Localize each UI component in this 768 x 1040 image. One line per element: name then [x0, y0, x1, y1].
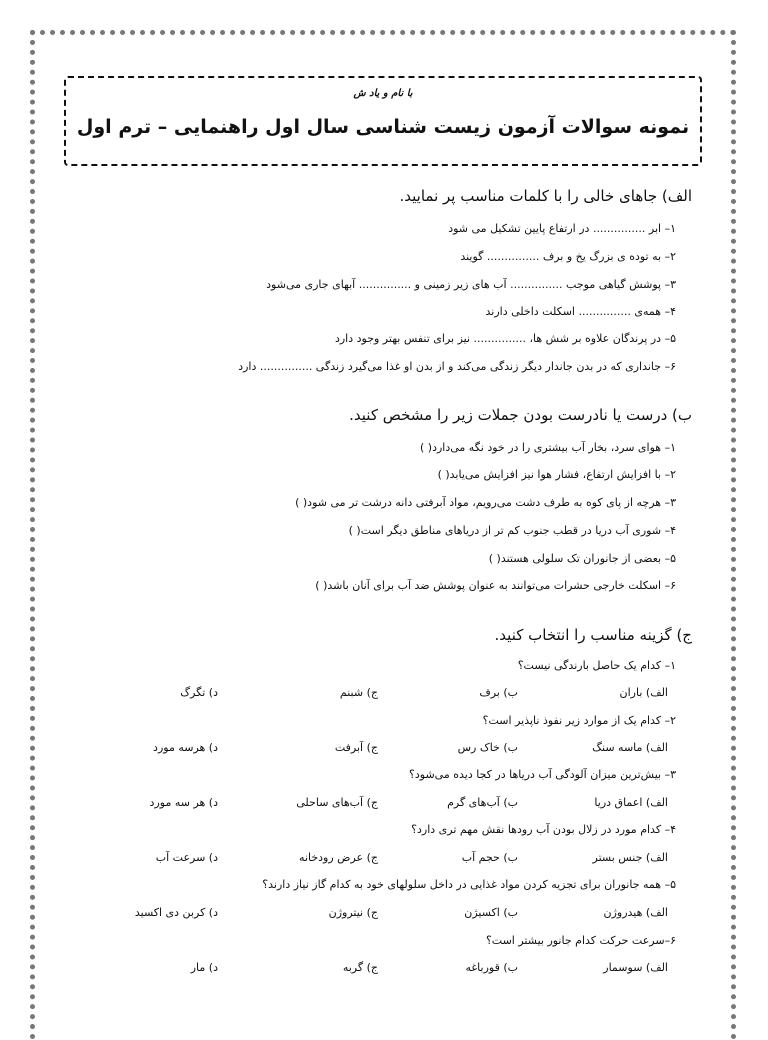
question-options	[88, 851, 668, 871]
option[interactable]: الف) جنس بستر	[592, 851, 668, 864]
option[interactable]: ج) عرض رودخانه	[299, 851, 378, 864]
section-b-item: ۱– هوای سرد، بخار آب بیشتری را در خود نگه می‌دارد( )	[420, 441, 676, 454]
question-options	[88, 796, 668, 816]
option[interactable]: الف) سوسمار	[603, 961, 668, 974]
section-a-item: ۵– در پرندگان علاوه بر شش ها، ............... نیز برای تنفس بهتر وجود دارد	[334, 332, 676, 345]
section-a-item: ۳– پوشش گیاهی موجب ............... آب های زیر زمینی و ............... آبهای جاری می‌شود	[266, 278, 676, 291]
option[interactable]: د) هر سه مورد	[149, 796, 218, 809]
question-options	[88, 686, 668, 706]
section-b-item: ۲– با افزایش ارتفاع، فشار هوا نیز افزایش می‌یابد( )	[437, 468, 676, 481]
question: ۳– بیش‌ترین میزان آلودگی آب دریاها در کجا دیده می‌شود؟	[409, 768, 676, 781]
basmala: با نام و یاد ش	[353, 88, 413, 99]
option[interactable]: ب) حجم آب	[461, 851, 518, 864]
option[interactable]: الف) هیدروژن	[603, 906, 668, 919]
section-b-item: ۶– اسکلت خارجی حشرات می‌توانند به عنوان پوشش ضد آب برای آنان باشد( )	[315, 579, 676, 592]
question: ۱– کدام یک حاصل بارندگی نیست؟	[517, 659, 676, 672]
option[interactable]: ب) برف	[479, 686, 518, 699]
question-options	[88, 741, 668, 761]
section-a-heading: الف) جاهای خالی را با کلمات مناسب پر نمایید.	[399, 187, 692, 205]
option[interactable]: د) کربن دی اکسید	[134, 906, 218, 919]
option[interactable]: الف) ماسه سنگ	[592, 741, 668, 754]
page-title: نمونه سوالات آزمون زیست شناسی سال اول راهنمایی – ترم اول	[76, 116, 690, 138]
option[interactable]: د) تگرگ	[180, 686, 218, 699]
section-a-item: ۱– ابر ............... در ارتفاع پایین تشکیل می‌ شود	[448, 222, 676, 235]
option[interactable]: د) هرسه مورد	[153, 741, 218, 754]
section-c-heading: ج) گزینه مناسب را انتخاب کنید.	[494, 626, 692, 644]
question: ۵– همه جانوران برای تجزیه کردن مواد غذایی در داخل سلولهای خود به کدام گاز نیاز دارند؟	[262, 878, 676, 891]
question: ۶–سرعت حرکت کدام جانور بیشتر است؟	[485, 934, 676, 947]
option[interactable]: الف) باران	[619, 686, 668, 699]
section-b-item: ۳– هرچه از پای کوه به طرف دشت می‌رویم، مواد آبرفتی دانه درشت تر می شود( )	[295, 496, 676, 509]
question-options	[88, 961, 668, 981]
section-a-item: ۴– همه‌ی ............... اسکلت داخلی دارند	[485, 305, 676, 318]
option[interactable]: الف) اعماق دریا	[594, 796, 668, 809]
section-a-item: ۲– به توده ی بزرگ یخ و برف ............... گویند	[460, 250, 676, 263]
option[interactable]: ج) گربه	[342, 961, 378, 974]
option[interactable]: ج) شبنم	[339, 686, 378, 699]
question-options	[88, 906, 668, 926]
section-a-item: ۶– جانداری که در بدن جاندار دیگر زندگی می‌کند و از بدن او غذا می‌گیرد زندگی ............... دارد	[238, 360, 676, 373]
option[interactable]: د) مار	[190, 961, 218, 974]
option[interactable]: ب) قورباغه	[465, 961, 518, 974]
option[interactable]: ب) آب‌های گرم	[447, 796, 518, 809]
section-b-heading: ب) درست یا نادرست بودن جملات زیر را مشخص کنید.	[349, 406, 692, 424]
title-box	[64, 76, 702, 166]
question: ۴– کدام مورد در زلال بودن آب رودها نقش مهم تری دارد؟	[411, 823, 676, 836]
option[interactable]: ب) اکسیژن	[464, 906, 518, 919]
question: ۲– کدام یک از موارد زیر نفوذ ناپذیر است؟	[482, 714, 676, 727]
section-b-item: ۵– بعضی از جانوران تک سلولی هستند( )	[488, 552, 676, 565]
option[interactable]: ج) آبرفت	[334, 741, 378, 754]
option[interactable]: ب) خاک رس	[457, 741, 518, 754]
option[interactable]: ج) نیتروژن	[328, 906, 378, 919]
option[interactable]: ج) آب‌های ساحلی	[296, 796, 378, 809]
section-b-item: ۴– شوری آب دریا در قطب جنوب کم تر از دریاهای مناطق دیگر است( )	[348, 524, 676, 537]
option[interactable]: د) سرعت آب	[155, 851, 218, 864]
